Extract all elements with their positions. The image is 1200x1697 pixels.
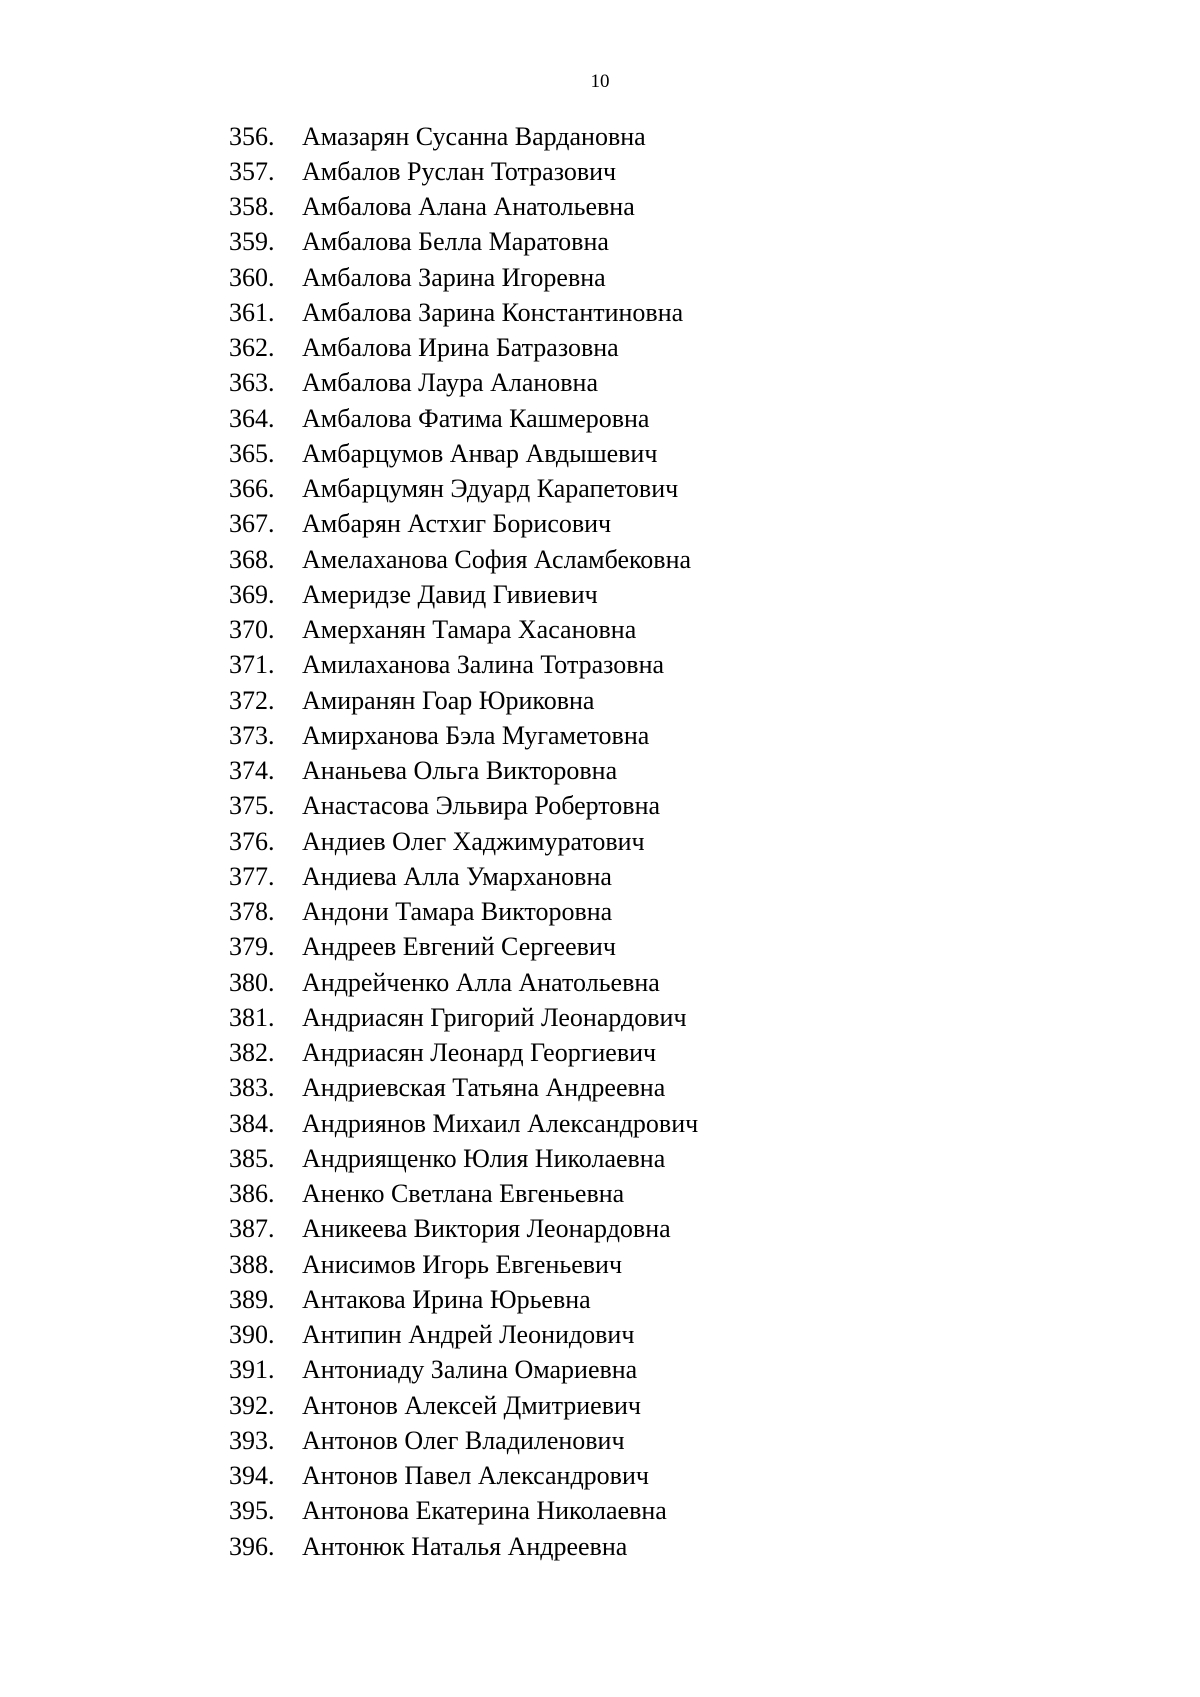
item-name: Андони Тамара Викторовна: [302, 897, 613, 927]
item-number: 359.: [229, 227, 275, 257]
item-name: Андрейченко Алла Анатольевна: [302, 967, 660, 997]
item-name: Амелаханова София Асламбековна: [302, 544, 692, 574]
list-item: [229, 1212, 698, 1247]
item-number: 394.: [229, 1461, 275, 1491]
list-item: [229, 472, 698, 507]
item-number: 363.: [229, 368, 275, 398]
list-item: [229, 436, 698, 471]
item-number: 375.: [229, 791, 275, 821]
list-item: [229, 1000, 698, 1035]
list-item: [229, 1247, 698, 1282]
page-number: 10: [590, 71, 610, 92]
item-name: Анисимов Игорь Евгеньевич: [302, 1249, 623, 1279]
list-item: [229, 401, 698, 436]
item-number: 368.: [229, 544, 275, 574]
list-item: [229, 613, 698, 648]
item-name: Андиева Алла Умархановна: [302, 861, 612, 891]
list-item: [229, 895, 698, 930]
item-number: 373.: [229, 720, 275, 750]
item-name: Амилаханова Залина Тотразовна: [302, 650, 665, 680]
list-item: [229, 1036, 698, 1071]
list-item: [229, 648, 698, 683]
item-name: Амбарцумян Эдуард Карапетович: [302, 474, 679, 504]
list-item: [229, 542, 698, 577]
item-name: Антонов Алексей Дмитриевич: [302, 1390, 641, 1420]
list-item: [229, 789, 698, 824]
item-number: 374.: [229, 756, 275, 786]
list-item: [229, 260, 698, 295]
item-number: 381.: [229, 1002, 275, 1032]
item-name: Амбалова Зарина Игоревна: [302, 262, 606, 292]
list-item: [229, 1529, 698, 1564]
item-number: 387.: [229, 1214, 275, 1244]
item-name: Андиев Олег Хаджимуратович: [302, 826, 645, 856]
item-name: Андреев Евгений Сергеевич: [302, 932, 616, 962]
list-item: [229, 965, 698, 1000]
item-number: 395.: [229, 1496, 275, 1526]
item-name: Антонова Екатерина Николаевна: [302, 1496, 667, 1526]
item-number: 382.: [229, 1038, 275, 1068]
item-name: Амбалова Фатима Кашмеровна: [302, 403, 650, 433]
item-number: 396.: [229, 1531, 275, 1561]
list-item: [229, 1459, 698, 1494]
item-number: 357.: [229, 156, 275, 186]
item-name: Амбалов Руслан Тотразович: [302, 156, 617, 186]
item-number: 358.: [229, 192, 275, 222]
item-name: Андриевская Татьяна Андреевна: [302, 1073, 666, 1103]
item-name: Антакова Ирина Юрьевна: [302, 1284, 591, 1314]
item-number: 379.: [229, 932, 275, 962]
list-item: [229, 190, 698, 225]
list-item: [229, 754, 698, 789]
item-name: Аникеева Виктория Леонардовна: [302, 1214, 671, 1244]
list-item: [229, 119, 698, 154]
item-name: Амбалова Зарина Константиновна: [302, 297, 684, 327]
item-number: 371.: [229, 650, 275, 680]
item-number: 378.: [229, 897, 275, 927]
item-name: Амазарян Сусанна Вардановна: [302, 121, 646, 151]
list-item: [229, 154, 698, 189]
item-name: Амерханян Тамара Хасановна: [302, 615, 637, 645]
item-number: 388.: [229, 1249, 275, 1279]
item-name: Амирханова Бэла Мугаметовна: [302, 720, 650, 750]
item-name: Ананьева Ольга Викторовна: [302, 756, 618, 786]
item-number: 362.: [229, 333, 275, 363]
item-number: 380.: [229, 967, 275, 997]
item-number: 364.: [229, 403, 275, 433]
item-name: Анастасова Эльвира Робертовна: [302, 791, 661, 821]
list-item: [229, 1494, 698, 1529]
list-item: [229, 225, 698, 260]
list-item: [229, 718, 698, 753]
item-number: 390.: [229, 1320, 275, 1350]
item-number: 369.: [229, 579, 275, 609]
list-item: [229, 1071, 698, 1106]
item-name: Антониаду Залина Омариевна: [302, 1355, 638, 1385]
item-number: 372.: [229, 685, 275, 715]
item-name: Андриянов Михаил Александрович: [302, 1108, 699, 1138]
list-item: [229, 1318, 698, 1353]
list-item: [229, 859, 698, 894]
item-name: Амиранян Гоар Юриковна: [302, 685, 595, 715]
item-name: Аненко Светлана Евгеньевна: [302, 1179, 625, 1209]
list-item: [229, 1388, 698, 1423]
item-number: 385.: [229, 1143, 275, 1173]
item-name: Антонюк Наталья Андреевна: [302, 1531, 628, 1561]
item-number: 366.: [229, 474, 275, 504]
list-item: [229, 930, 698, 965]
list-item: [229, 1106, 698, 1141]
item-name: Андриасян Григорий Леонардович: [302, 1002, 687, 1032]
list-item: [229, 366, 698, 401]
name-list: [229, 119, 698, 1564]
item-number: 367.: [229, 509, 275, 539]
item-name: Амбарян Астхиг Борисович: [302, 509, 612, 539]
list-item: [229, 683, 698, 718]
list-item: [229, 824, 698, 859]
list-item: [229, 1282, 698, 1317]
item-number: 383.: [229, 1073, 275, 1103]
item-name: Амбалова Лаура Алановна: [302, 368, 599, 398]
item-name: Антипин Андрей Леонидович: [302, 1320, 635, 1350]
item-name: Андриященко Юлия Николаевна: [302, 1143, 666, 1173]
item-number: 370.: [229, 615, 275, 645]
list-item: [229, 1177, 698, 1212]
item-number: 389.: [229, 1284, 275, 1314]
item-number: 361.: [229, 297, 275, 327]
list-item: [229, 1141, 698, 1176]
item-name: Амбарцумов Анвар Авдышевич: [302, 438, 658, 468]
item-number: 391.: [229, 1355, 275, 1385]
item-name: Антонов Олег Владиленович: [302, 1425, 625, 1455]
item-number: 356.: [229, 121, 275, 151]
item-name: Амбалова Алана Анатольевна: [302, 192, 635, 222]
item-number: 386.: [229, 1179, 275, 1209]
item-number: 365.: [229, 438, 275, 468]
item-number: 360.: [229, 262, 275, 292]
item-number: 392.: [229, 1390, 275, 1420]
item-number: 377.: [229, 861, 275, 891]
item-name: Андриасян Леонард Георгиевич: [302, 1038, 657, 1068]
list-item: [229, 507, 698, 542]
list-item: [229, 1423, 698, 1458]
item-number: 376.: [229, 826, 275, 856]
item-name: Антонов Павел Александрович: [302, 1461, 649, 1491]
item-name: Амбалова Белла Маратовна: [302, 227, 609, 257]
item-name: Америдзе Давид Гивиевич: [302, 579, 598, 609]
list-item: [229, 295, 698, 330]
item-number: 393.: [229, 1425, 275, 1455]
list-item: [229, 577, 698, 612]
item-number: 384.: [229, 1108, 275, 1138]
item-name: Амбалова Ирина Батразовна: [302, 333, 619, 363]
list-item: [229, 1353, 698, 1388]
list-item: [229, 331, 698, 366]
